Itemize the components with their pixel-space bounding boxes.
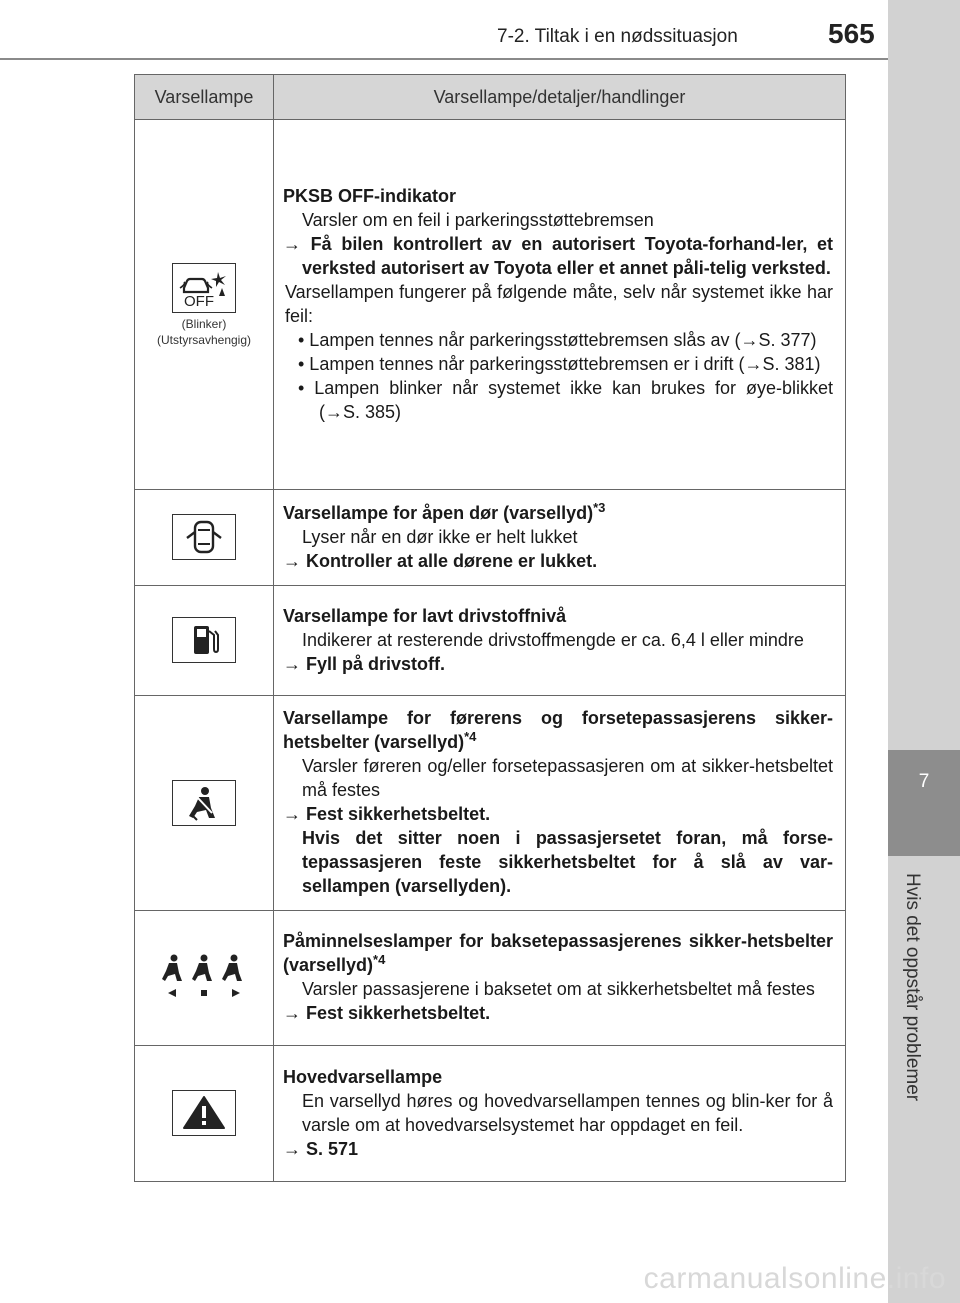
icon-caption-equipment: (Utstyrsavhengig) [156, 332, 252, 347]
lamp-title: PKSB OFF-indikator [283, 185, 457, 206]
footnote-ref: *3 [593, 499, 606, 515]
table-row [135, 696, 846, 911]
chapter-title-wrap [893, 873, 933, 1102]
section-title: 7-2. Tiltak i en nødssituasjon [497, 26, 738, 47]
table-row [135, 120, 846, 490]
chapter-number: 7 [918, 771, 930, 792]
lamp-description: En varsellyd høres og hovedvarsellampen tennes og blin-ker for å varsle om at hovedvarselsystemet har oppdaget en feil. [302, 1090, 833, 1135]
side-tab-chapter-block [888, 750, 960, 856]
table-row [135, 1046, 846, 1182]
details-cell [274, 120, 846, 490]
footnote-ref: *4 [464, 729, 477, 744]
lamp-action: → Kontroller at alle dørene er lukket. [283, 550, 598, 571]
lamp-note: Varsellampen fungerer på følgende måte, selv når systemet ikke har feil: [285, 281, 833, 326]
seatbelt-icon [172, 780, 236, 826]
icon-cell [135, 586, 274, 696]
col-header-details: Varsellampe/detaljer/handlinger [274, 75, 846, 120]
page-number: 565 [828, 18, 875, 49]
warning-lamp-table [134, 74, 846, 1182]
lamp-title [283, 706, 833, 754]
lamp-title [283, 929, 833, 977]
lamp-title: Varsellampe for lavt drivstoffnivå [283, 605, 567, 626]
lamp-action: → Fest sikkerhetsbeltet. [283, 1003, 491, 1023]
fuel-pump-icon [172, 617, 236, 663]
table-row [135, 490, 846, 586]
lamp-action: → Få bilen kontrollert av en autorisert Toyota-forhand-ler, et verksted autorisert av Toyota eller et annet påli-telig verksted. [283, 233, 833, 278]
lamp-description: Varsler føreren og/eller forsetepassasjeren om at sikker-hetsbeltet må festes [302, 756, 833, 800]
table-row [135, 911, 846, 1046]
icon-cell [135, 1046, 274, 1182]
col-header-lamp: Varsellampe [135, 75, 274, 120]
details-cell [274, 696, 846, 911]
details-cell [274, 586, 846, 696]
lamp-action-continued: Hvis det sitter noen i passasjersetet foran, må forse-tepassasjeren feste sikkerhetsbeltet for å slå av var-sellampen (varsellyden). [302, 828, 833, 896]
details-cell [274, 1046, 846, 1182]
lamp-title-text: Varsellampe for førerens og forsetepassasjerens sikker-hetsbelter (varsellyd) [283, 708, 833, 752]
side-tab [888, 0, 960, 1303]
table-row [135, 586, 846, 696]
pksb-off-label: OFF [184, 292, 214, 310]
icon-cell [135, 911, 274, 1046]
lamp-title-text: Påminnelseslamper for baksetepassasjerenes sikker-hetsbelter (varsellyd) [283, 931, 833, 975]
lamp-description: Varsler om en feil i parkeringsstøttebremsen [302, 209, 654, 230]
lamp-action: → Fyll på drivstoff. [283, 653, 446, 674]
footnote-ref: *4 [373, 952, 386, 967]
lamp-description: Indikerer at resterende drivstoffmengde er ca. 6,4 l eller mindre [302, 629, 804, 650]
master-warning-icon [172, 1090, 236, 1136]
icon-cell [135, 490, 274, 586]
lamp-title [283, 501, 833, 525]
details-cell [274, 490, 846, 586]
icon-cell [135, 696, 274, 911]
icon-caption-blink: (Blinker) [181, 316, 227, 331]
lamp-description: Lyser når en dør ikke er helt lukket [302, 526, 578, 547]
icon-cell [135, 120, 274, 490]
watermark: carmanualsonline.info [643, 1262, 946, 1295]
table-header-row [135, 75, 846, 120]
chapter-title: Hvis det oppstår problemer [902, 873, 923, 1102]
open-door-icon [172, 514, 236, 560]
pksb-off-icon [172, 263, 236, 313]
lamp-title: Hovedvarsellampe [283, 1066, 443, 1087]
lamp-description: Varsler passasjerene i baksetet om at sikkerhetsbeltet må festes [302, 979, 815, 999]
header-rule [0, 58, 888, 60]
lamp-action: → Fest sikkerhetsbeltet. [283, 804, 491, 824]
list-item: • Lampen blinker når systemet ikke kan brukes for øye-blikket (→S. 385) [298, 377, 833, 422]
rear-seatbelt-reminder-icon [158, 951, 250, 1001]
list-item: • Lampen tennes når parkeringsstøttebremsen er i drift (→S. 381) [298, 353, 821, 374]
lamp-action: → S. 571 [283, 1138, 359, 1159]
details-cell [274, 911, 846, 1046]
list-item: • Lampen tennes når parkeringsstøttebremsen slås av (→S. 377) [298, 329, 817, 350]
lamp-title-text: Varsellampe for åpen dør (varsellyd) [283, 502, 594, 523]
